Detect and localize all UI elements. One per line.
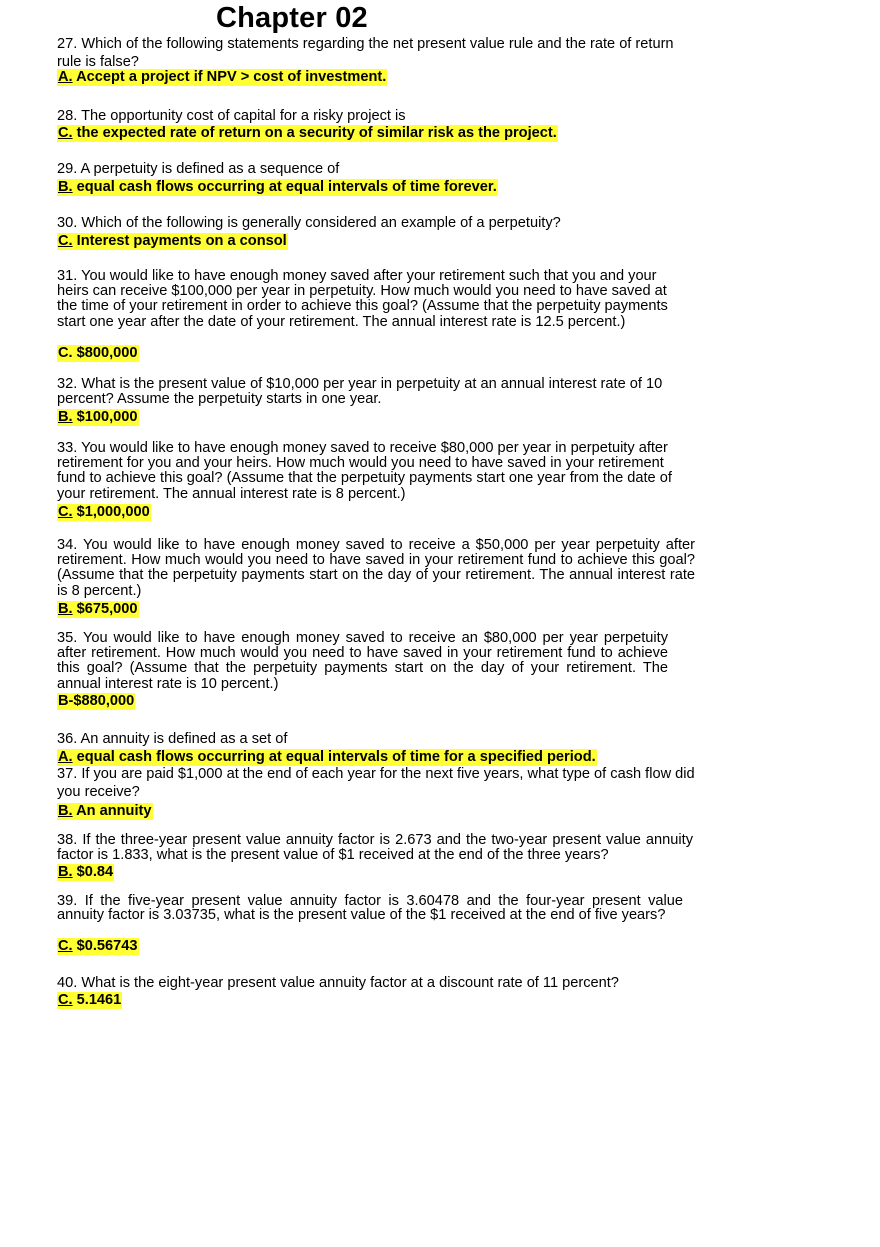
answer-text: $0.84 bbox=[72, 864, 114, 880]
answer-text: $1,000,000 bbox=[72, 504, 150, 520]
answer-text: 5.1461 bbox=[72, 992, 122, 1008]
answer-text: $0.56743 bbox=[72, 938, 138, 954]
question-33: 33. You would like to have enough money saved to receive $80,000 per year in perpetuity after retirement for you and your heirs. How much would you need to have saved in your retirement fund to achieve this goal? (Assume that the perpetuity payments start one year from the date of your retirement. The annual interest rate is 8 percent.) bbox=[57, 440, 672, 502]
question-36: 36. An annuity is defined as a set of bbox=[57, 731, 288, 747]
question-34: 34. You would like to have enough money saved to receive a $50,000 per year perpetuity after retirement. How much would you need to have saved in your retirement fund to achieve this goal? (Assume that the perpetuity payments start on the day of your retirement. The annual interest rate is 8 percent.) bbox=[57, 537, 695, 599]
answer-32 bbox=[57, 409, 139, 426]
answer-letter: B. bbox=[58, 179, 73, 195]
answer-34 bbox=[57, 601, 139, 618]
answer-letter: A. bbox=[58, 69, 73, 85]
answer-letter: B. bbox=[58, 864, 73, 880]
question-32: 32. What is the present value of $10,000 per year in perpetuity at an annual interest rate of 10 percent? Assume the perpetuity starts in one year. bbox=[57, 376, 663, 408]
answer-text: the expected rate of return on a security of similar risk as the project. bbox=[72, 125, 557, 141]
answer-36 bbox=[57, 749, 597, 766]
question-39: 39. If the five-year present value annuity factor is 3.60478 and the four-year present value annuity factor is 3.03735, what is the present value of the $1 received at the end of five years? bbox=[57, 893, 683, 924]
question-30: 30. Which of the following is generally considered an example of a perpetuity? bbox=[57, 215, 561, 231]
answer-letter: B. bbox=[58, 803, 73, 819]
answer-letter: B. bbox=[58, 409, 73, 425]
answer-letter: A. bbox=[58, 749, 73, 765]
answer-text: C. $800,000 bbox=[58, 345, 138, 361]
answer-letter: C. bbox=[58, 504, 73, 520]
answer-27 bbox=[57, 69, 387, 86]
answer-text: Accept a project if NPV > cost of investment. bbox=[72, 69, 387, 85]
question-28: 28. The opportunity cost of capital for a risky project is bbox=[57, 108, 406, 124]
answer-letter: C. bbox=[58, 992, 73, 1008]
question-29: 29. A perpetuity is defined as a sequence of bbox=[57, 161, 340, 177]
answer-letter: C. bbox=[58, 938, 73, 954]
answer-letter: C. bbox=[58, 125, 73, 141]
answer-29 bbox=[57, 179, 498, 196]
question-38: 38. If the three-year present value annuity factor is 2.673 and the two-year present value annuity factor is 1.833, what is the present value of $1 received at the end of the three years? bbox=[57, 832, 693, 863]
chapter-title: Chapter 02 bbox=[216, 2, 368, 34]
answer-text: B-$880,000 bbox=[58, 693, 135, 709]
answer-letter: B. bbox=[58, 601, 73, 617]
question-35: 35. You would like to have enough money saved to receive an $80,000 per year perpetuity after retirement. How much would you need to have saved in your retirement fund to achieve this goal? (Assume that the perpetuity payments start on the day of your retirement. The annual interest rate is 10 percent.) bbox=[57, 630, 668, 692]
answer-text: $100,000 bbox=[72, 409, 138, 425]
answer-33 bbox=[57, 504, 151, 521]
answer-text: equal cash flows occurring at equal intervals of time for a specified period. bbox=[72, 749, 596, 765]
answer-letter: C. bbox=[58, 233, 73, 249]
answer-text: equal cash flows occurring at equal intervals of time forever. bbox=[72, 179, 497, 195]
answer-28 bbox=[57, 125, 558, 142]
question-40: 40. What is the eight-year present value annuity factor at a discount rate of 11 percent? bbox=[57, 975, 619, 991]
answer-31 bbox=[57, 345, 139, 362]
question-27: 27. Which of the following statements regarding the net present value rule and the rate of return rule is false? bbox=[57, 36, 674, 70]
answer-38 bbox=[57, 864, 114, 881]
answer-text: Interest payments on a consol bbox=[72, 233, 287, 249]
question-31: 31. You would like to have enough money saved after your retirement such that you and your heirs can receive $100,000 per year in perpetuity. How much would you need to have saved at the time of your retirement in order to achieve this goal? (Assume that the perpetuity payments start one year after the date of your retirement. The annual interest rate is 12.5 percent.) bbox=[57, 268, 668, 330]
answer-text: An annuity bbox=[72, 803, 152, 819]
answer-40 bbox=[57, 992, 122, 1009]
answer-39 bbox=[57, 938, 139, 955]
question-37: 37. If you are paid $1,000 at the end of each year for the next five years, what type of cash flow did you receive? bbox=[57, 766, 695, 800]
answer-30 bbox=[57, 233, 288, 250]
answer-37 bbox=[57, 803, 153, 820]
answer-text: $675,000 bbox=[72, 601, 138, 617]
answer-35 bbox=[57, 693, 135, 710]
